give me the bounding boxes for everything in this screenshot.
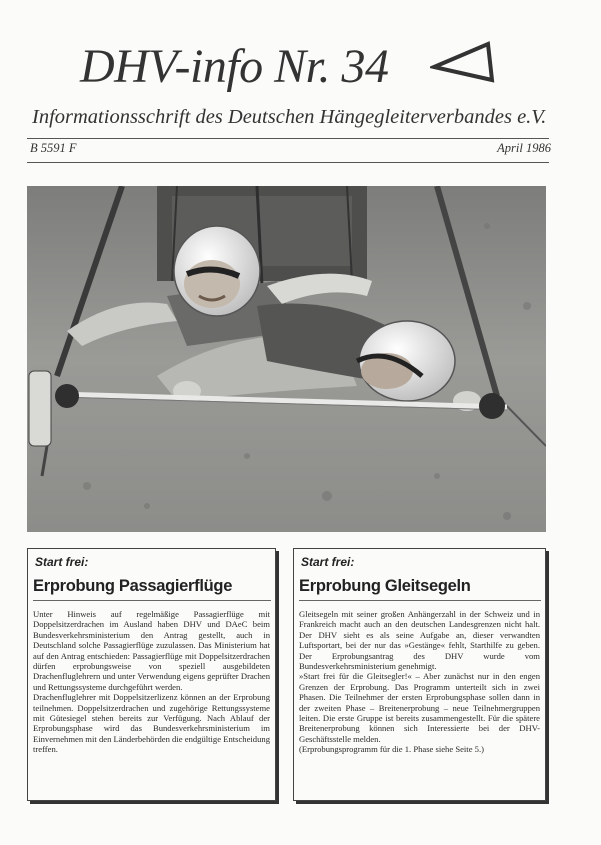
header-rule-top xyxy=(27,138,549,139)
masthead-title: DHV-info Nr. 34 xyxy=(80,40,389,93)
article-gleitsegeln xyxy=(293,548,546,801)
article-passagierfluege xyxy=(27,548,276,801)
article-paragraph: »Start frei für die Gleitsegler!« – Aber zunächst nur in den engen Grenzen der Erprobung. Das Programm unterteilt sich in zwei Phasen. Die Teilnehmer der ersten Erprobungsphase sollen dann in der zweiten Phase – Breitenerprobung – neue Teilnehmergruppen leiten. Die erste Gruppe ist bereits zusammengestellt. Für die spätere Breitenerprobung können sich Interessierte bei der DHV-Geschäftsstelle melden. xyxy=(299,671,540,744)
article-body xyxy=(33,609,270,755)
article-paragraph: Unter Hinweis auf regelmäßige Passagierflüge mit Doppelsitzerdrachen im Ausland haben DHV und DAeC beim Bundesverkehrsministerium den Antrag gestellt, auch in Deutschland solche Passagierflüge zuzulassen. Das Ministerium hat auf den Antrag entschieden: Passagierflüge mit Doppelsitzerdrachen dürfen erprobungsweise von speziell ausgebildeten Drachenfluglehrern und unter Verwendung eigens geprüfter Drachen und Rettungssysteme durchgeführt werden. xyxy=(33,609,270,692)
article-title: Erprobung Passagierflüge xyxy=(33,577,271,601)
article-kicker: Start frei: xyxy=(301,555,355,569)
publication-subtitle: Informationsschrift des Deutschen Hängegleiterverbandes e.V. xyxy=(32,106,547,128)
hang-glider-tandem-photo xyxy=(27,186,546,532)
article-paragraph: Gleitsegeln mit seiner großen Anhängerzahl in der Schweiz und in Frankreich macht auch an den deutschen Landesgrenzen nicht halt. Der DHV sieht es als seine Aufgabe an, dieser verwandten Luftsportart, bei der nur das »Gestänge« fehlt, Starthilfe zu geben. Der Erprobungsantrag des DHV wurde vom Bundesverkehrsministerium genehmigt. xyxy=(299,609,540,672)
article-title: Erprobung Gleitsegeln xyxy=(299,577,541,601)
cover-photo xyxy=(27,186,546,532)
article-kicker: Start frei: xyxy=(35,555,89,569)
box-shadow-right-bottom xyxy=(296,801,549,804)
article-paragraph: (Erprobungsprogramm für die 1. Phase siehe Seite 5.) xyxy=(299,744,484,755)
box-shadow-left-bottom xyxy=(30,801,279,804)
article-body xyxy=(299,609,540,755)
issn-number: B 5591 F xyxy=(30,141,77,155)
issue-date: April 1986 xyxy=(497,141,551,155)
article-paragraph: Drachenfluglehrer mit Doppelsitzerlizenz können an der Erprobung teilnehmen. Doppelsitzerdrachen und zugehörige Rettungssysteme mit Gütesiegel stehen bereits zur Verfügung. Nach Ablauf der Erprobungsphase wird das Bundesverkehrsministerium im Einvernehmen mit den Länderbehörden die endgültige Entscheidung treffen. xyxy=(33,692,270,755)
header-rule-bottom xyxy=(27,162,549,163)
box-shadow-right xyxy=(546,551,549,804)
triangle-logo-icon xyxy=(430,40,496,90)
box-shadow-left xyxy=(276,551,279,804)
